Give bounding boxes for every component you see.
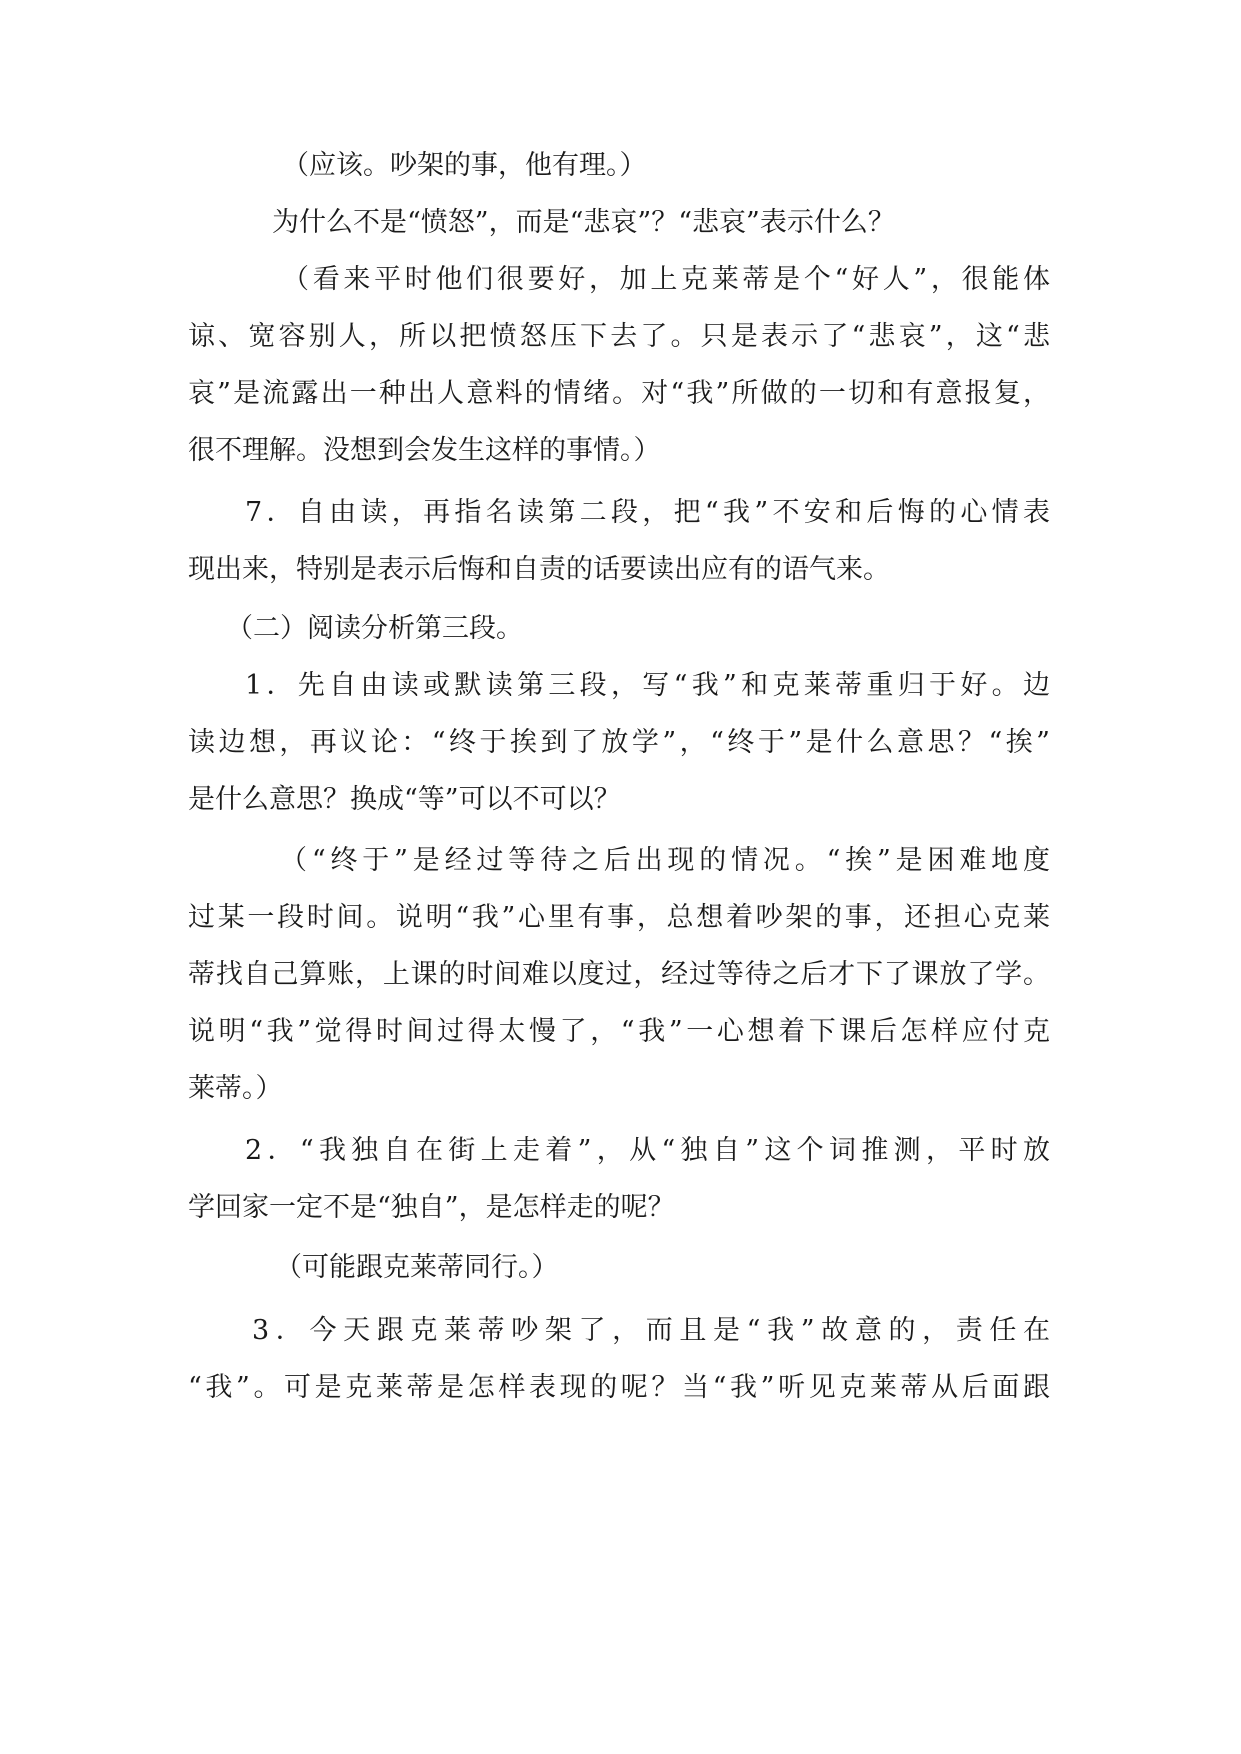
paragraph-line: 读边想，再议论：“终于挨到了放学”，“终于”是什么意思？“挨”: [188, 727, 1050, 758]
paragraph-line: （看来平时他们很要好，加上克莱蒂是个“好人”，很能体: [282, 264, 1050, 295]
paragraph-line: 过某一段时间。说明“我”心里有事，总想着吵架的事，还担心克莱: [188, 902, 1050, 933]
paragraph-line: （应该。吵架的事，他有理。）: [282, 150, 647, 181]
paragraph-line: 谅、宽容别人，所以把愤怒压下去了。只是表示了“悲哀”，这“悲: [188, 321, 1050, 352]
paragraph-line: 为什么不是“愤怒”，而是“悲哀”？“悲哀”表示什么？: [272, 207, 895, 238]
paragraph-line: 莱蒂。）: [188, 1073, 283, 1104]
paragraph-line: 是什么意思？换成“等”可以不可以？: [188, 784, 621, 815]
paragraph-line: （“终于”是经过等待之后出现的情况。“挨”是困难地度: [280, 845, 1050, 876]
paragraph-line: 3．今天跟克莱蒂吵架了，而且是“我”故意的，责任在: [252, 1315, 1050, 1346]
section-heading: （二）阅读分析第三段。: [226, 613, 523, 644]
paragraph-line: 说明“我”觉得时间过得太慢了，“我”一心想着下课后怎样应付克: [188, 1016, 1050, 1047]
paragraph-line: “我”。可是克莱蒂是怎样表现的呢？当“我”听见克莱蒂从后面跟: [188, 1372, 1050, 1403]
paragraph-line: 蒂找自己算账，上课的时间难以度过，经过等待之后才下了课放了学。: [188, 959, 1050, 990]
paragraph-line: 很不理解。没想到会发生这样的事情。）: [188, 435, 661, 466]
paragraph-line: 7．自由读，再指名读第二段，把“我”不安和后悔的心情表: [245, 497, 1050, 528]
paragraph-line: （可能跟克莱蒂同行。）: [275, 1252, 559, 1283]
paragraph-line: 哀”是流露出一种出人意料的情绪。对“我”所做的一切和有意报复，: [188, 378, 1050, 409]
paragraph-line: 学回家一定不是“独自”，是怎样走的呢？: [188, 1192, 675, 1223]
paragraph-line: 现出来，特别是表示后悔和自责的话要读出应有的语气来。: [188, 554, 890, 585]
paragraph-line: 2．“我独自在街上走着”，从“独自”这个词推测，平时放: [245, 1135, 1050, 1166]
paragraph-line: 1．先自由读或默读第三段，写“我”和克莱蒂重归于好。边: [245, 670, 1050, 701]
